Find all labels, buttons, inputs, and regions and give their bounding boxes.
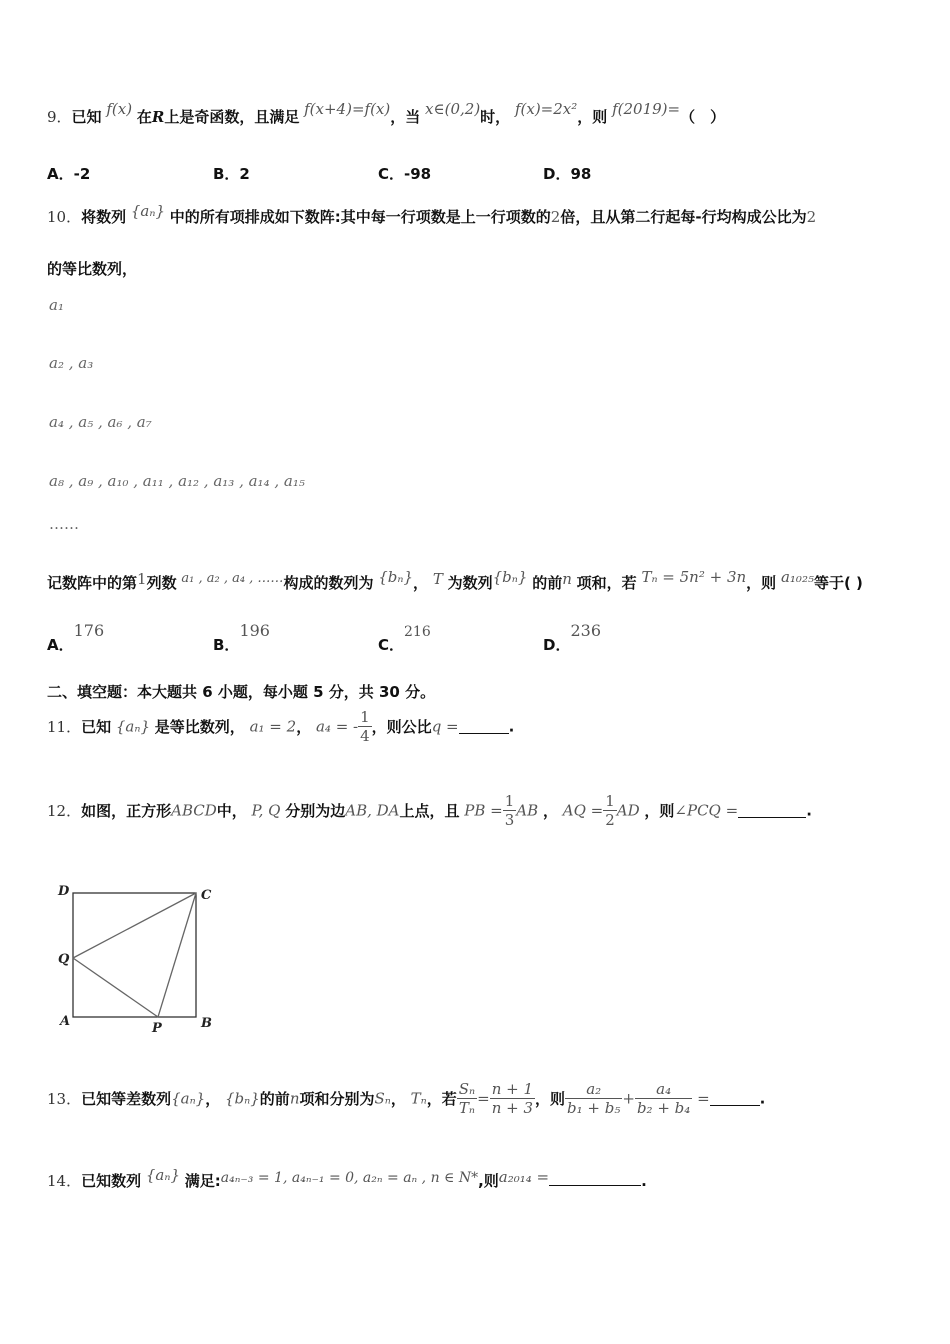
q11-number: 11． bbox=[47, 718, 82, 736]
q9-option-a[interactable]: A．-2 bbox=[47, 165, 91, 183]
q10-s15: ，则 bbox=[746, 574, 777, 592]
q12-answer-blank[interactable] bbox=[738, 803, 806, 818]
q13-line bbox=[47, 1080, 765, 1117]
q12-math-5b: AD bbox=[616, 801, 640, 820]
q13-f2-num: n + 1 bbox=[491, 1080, 534, 1098]
q10-s2: 1 bbox=[137, 570, 147, 588]
q9-math-4: x∈(0,2) bbox=[425, 100, 481, 118]
q10-line-3 bbox=[47, 568, 863, 593]
section-2-heading: 二、填空题：本大题共 6 小题，每小题 5 分，共 30 分。 bbox=[47, 683, 436, 701]
q12-math-4b: AB bbox=[516, 801, 539, 820]
q10-math-3: 2 bbox=[806, 208, 817, 226]
q12-math-5a: AQ = bbox=[562, 801, 604, 820]
q9-math-3: f(x+4)=f(x) bbox=[304, 100, 391, 118]
q13-f2-den: n + 3 bbox=[491, 1099, 534, 1117]
label-q: Q bbox=[58, 952, 70, 967]
q13-math-2: {bₙ} bbox=[225, 1089, 260, 1108]
q9-text-2: 在 bbox=[136, 108, 152, 126]
q10-s11: 的前 bbox=[532, 574, 563, 592]
q12-fraction-1 bbox=[503, 792, 517, 829]
q12-math-4a: PB = bbox=[464, 801, 503, 820]
q13-f3-num: a₂ bbox=[565, 1080, 622, 1099]
q10-option-c-letter: C． bbox=[378, 636, 405, 654]
q12-f2-num: 1 bbox=[605, 792, 615, 810]
q12-fraction-2 bbox=[603, 792, 617, 829]
q12-text-2: 中， bbox=[216, 802, 247, 820]
q11-answer-blank[interactable] bbox=[459, 719, 509, 734]
label-d: D bbox=[58, 884, 70, 899]
q11-text-3: ， bbox=[296, 718, 312, 736]
q12-number: 12． bbox=[47, 802, 82, 820]
q10-row-5: …… bbox=[49, 515, 79, 533]
q10-row-2: a₂ , a₃ bbox=[49, 354, 94, 372]
q9-text-4: ，当 bbox=[390, 108, 421, 126]
q10-s3: 列数 bbox=[146, 574, 177, 592]
q10-s9: 为数列 bbox=[447, 574, 493, 592]
q10-s16: a₁₀₂₅ bbox=[780, 568, 814, 586]
q10-option-d-value: 236 bbox=[570, 621, 601, 640]
segment-qc bbox=[73, 893, 196, 958]
q14-line bbox=[47, 1166, 647, 1191]
q13-fraction-4 bbox=[635, 1080, 692, 1117]
q10-math-1: {aₙ} bbox=[130, 202, 165, 220]
segment-qp bbox=[73, 958, 158, 1017]
q10-text-3: 倍，且从第二行起每-行均构成公比为 bbox=[560, 208, 807, 226]
label-b: B bbox=[201, 1016, 212, 1031]
q10-s8: T bbox=[432, 570, 443, 588]
q11-text-2: 是等比数列， bbox=[154, 718, 245, 736]
q13-text-6: ，若 bbox=[426, 1090, 457, 1108]
q9-text-3: 上是奇函数，且满足 bbox=[164, 108, 300, 126]
q12-text-3: 分别为边 bbox=[285, 802, 346, 820]
q10-option-a-letter: A． bbox=[47, 636, 74, 654]
q13-answer-blank[interactable] bbox=[710, 1091, 760, 1106]
q10-option-b[interactable] bbox=[213, 620, 270, 654]
q14-text-1: 已知数列 bbox=[81, 1172, 142, 1190]
q10-option-b-letter: B． bbox=[213, 636, 240, 654]
q13-text-3: 的前 bbox=[259, 1090, 290, 1108]
q13-f1-num: Sₙ bbox=[458, 1080, 476, 1098]
segment-pc bbox=[158, 893, 196, 1017]
label-a: A bbox=[60, 1014, 71, 1029]
q10-s5: 构成的数列为 bbox=[283, 574, 374, 592]
q10-s1: 记数阵中的第 bbox=[47, 574, 138, 592]
q13-f4-den: b₂ + b₄ bbox=[636, 1099, 691, 1117]
q12-end: . bbox=[806, 801, 812, 820]
q12-f1-den: 3 bbox=[504, 811, 515, 829]
q9-option-b[interactable]: B．2 bbox=[213, 165, 250, 183]
q12-square-figure bbox=[40, 880, 230, 1040]
label-p: P bbox=[152, 1021, 162, 1036]
q9-text-5: 时， bbox=[480, 108, 511, 126]
q13-text-2: ， bbox=[205, 1090, 221, 1108]
q12-math-1: ABCD bbox=[171, 801, 217, 820]
q11-line bbox=[47, 708, 514, 745]
q11-text-1: 已知 bbox=[81, 718, 112, 736]
q13-end: . bbox=[759, 1089, 766, 1108]
q14-end: . bbox=[641, 1172, 647, 1190]
q10-s17: 等于( ) bbox=[813, 574, 863, 592]
q10-text-1: 将数列 bbox=[81, 208, 127, 226]
q14-math-2: a₄ₙ₋₃ = 1, a₄ₙ₋₁ = 0, a₂ₙ = aₙ , n ∈ N* bbox=[220, 1170, 479, 1186]
q11-text-4: ，则公比 bbox=[371, 718, 432, 736]
q10-s6: {bₙ} bbox=[378, 568, 414, 586]
q14-math-1: {aₙ} bbox=[145, 1166, 180, 1184]
q12-text-1: 如图，正方形 bbox=[81, 802, 172, 820]
q10-option-c-value: 216 bbox=[404, 624, 431, 640]
q10-line-1 bbox=[47, 202, 817, 227]
q10-option-d-letter: D． bbox=[543, 636, 571, 654]
q10-s14: Tₙ = 5n² + 3n bbox=[641, 568, 747, 586]
q10-line-2: 的等比数列， bbox=[47, 260, 138, 278]
q13-f3-den: b₁ + b₅ bbox=[567, 1099, 621, 1117]
q11-math-1: {aₙ} bbox=[115, 717, 150, 736]
q14-text-2: 满足: bbox=[184, 1172, 221, 1190]
q10-row-3: a₄ , a₅ , a₆ , a₇ bbox=[49, 413, 152, 431]
q13-fraction-1 bbox=[457, 1080, 477, 1117]
q10-option-a-value: 176 bbox=[73, 621, 105, 640]
q13-f4-num: a₄ bbox=[635, 1080, 692, 1099]
q11-frac-num: 1 bbox=[360, 708, 370, 726]
q11-math-3: a₄ = - bbox=[315, 717, 359, 736]
q10-option-a[interactable] bbox=[47, 620, 105, 654]
q11-frac-den: 4 bbox=[360, 727, 370, 745]
q9-line bbox=[47, 100, 726, 127]
q13-text-7: ，则 bbox=[535, 1090, 566, 1108]
q13-text-5: ， bbox=[390, 1090, 406, 1108]
q13-eq-2: = bbox=[697, 1089, 710, 1108]
q10-s10: {bₙ} bbox=[492, 568, 528, 586]
q13-fraction-2 bbox=[490, 1080, 535, 1117]
q10-s13: 项和，若 bbox=[576, 574, 637, 592]
q12-f1-num: 1 bbox=[504, 792, 515, 810]
q14-text-3: ,则 bbox=[478, 1172, 499, 1190]
q13-text-1: 已知等差数列 bbox=[81, 1090, 172, 1108]
q13-math-3: n bbox=[289, 1089, 300, 1108]
q10-option-c[interactable] bbox=[378, 620, 431, 654]
q13-plus: + bbox=[622, 1089, 635, 1108]
q14-number: 14． bbox=[47, 1172, 82, 1190]
q11-fraction bbox=[358, 708, 372, 745]
q13-math-5: Tₙ bbox=[410, 1089, 427, 1108]
q13-f1-den: Tₙ bbox=[458, 1099, 475, 1117]
q10-row-1: a₁ bbox=[49, 296, 64, 314]
q9-text-1: 已知 bbox=[71, 108, 102, 126]
q12-text-6: ，则 bbox=[644, 802, 675, 820]
q10-s7: ， bbox=[413, 574, 429, 592]
q11-math-4: q = bbox=[431, 717, 459, 736]
q9-math-6: f(2019)= bbox=[612, 100, 681, 118]
q10-number: 10． bbox=[47, 208, 82, 226]
q9-option-d[interactable]: D．98 bbox=[543, 165, 592, 183]
q11-math-2: a₁ = 2 bbox=[249, 717, 297, 736]
q12-math-6: ∠PCQ = bbox=[674, 801, 739, 820]
q14-math-3: a₂₀₁₄ = bbox=[498, 1168, 550, 1186]
q13-number: 13． bbox=[47, 1090, 82, 1108]
q10-text-2: 中的所有项排成如下数阵:其中每一行项数是上一行项数的 bbox=[169, 208, 551, 226]
q12-math-3: AB, DA bbox=[345, 801, 400, 820]
q9-number: 9． bbox=[47, 108, 72, 126]
q14-answer-blank[interactable] bbox=[549, 1171, 641, 1186]
q9-paren: （ ） bbox=[680, 108, 726, 126]
q9-math-5: f(x)=2x² bbox=[514, 100, 578, 118]
q10-row-4: a₈ , a₉ , a₁₀ , a₁₁ , a₁₂ , a₁₃ , a₁₄ , a₁₅ bbox=[49, 472, 305, 490]
q12-math-2: P, Q bbox=[251, 801, 281, 820]
q9-math-1: f(x) bbox=[106, 100, 133, 118]
q9-math-2: R bbox=[151, 108, 165, 126]
q12-f2-den: 2 bbox=[605, 811, 615, 829]
label-c: C bbox=[201, 888, 212, 903]
q9-text-6: ，则 bbox=[577, 108, 608, 126]
q10-s4: a₁ , a₂ , a₄ , …… bbox=[181, 571, 284, 586]
q10-option-d[interactable] bbox=[543, 620, 601, 654]
q13-eq: = bbox=[477, 1089, 490, 1108]
q9-option-c[interactable]: C．-98 bbox=[378, 165, 432, 183]
q13-text-4: 项和分别为 bbox=[299, 1090, 375, 1108]
q11-end: . bbox=[508, 717, 515, 736]
q13-fraction-3 bbox=[565, 1080, 622, 1117]
q12-text-4: 上点，且 bbox=[399, 802, 460, 820]
q10-s12: n bbox=[562, 570, 572, 588]
q10-option-b-value: 196 bbox=[239, 621, 270, 640]
q12-text-5: ， bbox=[542, 802, 558, 820]
q10-math-2: 2 bbox=[550, 208, 561, 226]
q13-math-4: Sₙ bbox=[374, 1089, 391, 1108]
q12-line bbox=[47, 792, 812, 829]
q13-math-1: {aₙ} bbox=[171, 1089, 206, 1108]
